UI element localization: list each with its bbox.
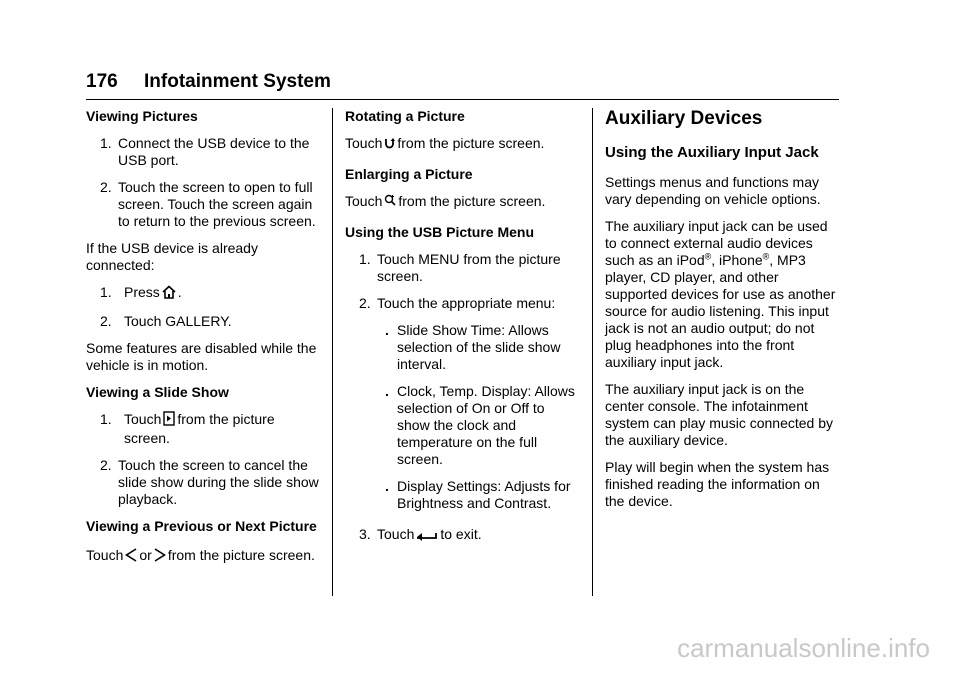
- step-text: to exit.: [440, 526, 482, 542]
- previous-icon: [125, 547, 137, 568]
- list-item: [345, 251, 581, 285]
- paragraph-text: , iPhone: [711, 252, 763, 268]
- paragraph-text: , MP3 player, CD player, and other supported devices for use as another source for audio listening. This input jack is not an audio output; do not plug headphones into the front auxiliary input jack.: [605, 252, 836, 370]
- bullet-item: [345, 383, 581, 468]
- rotating-heading: Rotating a Picture: [345, 108, 465, 124]
- watermark: carmanualsonline.info: [677, 633, 930, 663]
- column-divider: [592, 108, 593, 596]
- step-text: from the picture screen.: [124, 411, 275, 446]
- paragraph: Some features are disabled while the vehicle is in motion.: [86, 340, 317, 373]
- column-left: [86, 108, 322, 578]
- list-item: [86, 179, 322, 230]
- page-header: [86, 71, 839, 100]
- paragraph: [345, 193, 581, 212]
- step-text: Touch: [377, 526, 415, 542]
- paragraph: [605, 218, 841, 371]
- usb-menu-heading: Using the USB Picture Menu: [345, 224, 535, 240]
- bullet-item: [345, 478, 581, 512]
- paragraph-text: Touch: [345, 135, 383, 151]
- step-text: Touch the appropriate menu:: [377, 295, 556, 311]
- list-item: [86, 313, 322, 330]
- bullet-text: Display Settings: Adjusts for Brightness and Contrast.: [397, 478, 571, 511]
- paragraph-text: Touch: [345, 193, 383, 209]
- step-number: 2.: [100, 313, 112, 329]
- slideshow-heading: Viewing a Slide Show: [86, 384, 229, 400]
- step-number: 1.: [100, 284, 112, 300]
- list-item: [86, 411, 322, 447]
- bullet-mark: .: [385, 322, 389, 338]
- rotate-icon: [384, 136, 395, 154]
- step-number: 1.: [359, 251, 371, 267]
- paragraph: The auxiliary input jack is on the center console. The infotainment system can play music connected by the auxiliary device.: [605, 381, 833, 448]
- aux-input-jack-heading: Using the Auxiliary Input Jack: [605, 144, 819, 161]
- paragraph: Play will begin when the system has finished reading the information on the device.: [605, 459, 830, 509]
- step-text: Touch the screen to cancel the slide show during the slide show playback.: [118, 457, 319, 507]
- step-text: Press: [124, 284, 160, 300]
- step-number: 2.: [359, 295, 371, 311]
- list-item: [345, 526, 581, 545]
- slideshow-icon: [163, 411, 175, 430]
- bullet-text: Slide Show Time: Allows selection of the slide show interval.: [397, 322, 561, 372]
- bullet-item: [345, 322, 581, 373]
- step-text: Touch: [124, 411, 162, 427]
- column-right: [605, 108, 841, 520]
- registered-mark: ®: [762, 251, 770, 262]
- paragraph: If the USB device is already connected:: [86, 240, 258, 273]
- zoom-icon: [384, 194, 396, 212]
- step-number: 1.: [100, 135, 112, 151]
- paragraph-text: or: [139, 547, 152, 563]
- registered-mark: ®: [704, 251, 712, 262]
- paragraph: [86, 545, 322, 568]
- paragraph-text: The auxiliary input jack can be used to connect external audio devices such as an iPod: [605, 218, 828, 268]
- column-middle: [345, 108, 581, 555]
- bullet-text: Clock, Temp. Display: Allows selection of On or Off to show the clock and temperature on the full screen.: [397, 383, 575, 467]
- column-divider: [332, 108, 333, 596]
- step-text: Touch GALLERY.: [124, 313, 232, 329]
- home-icon: [162, 285, 176, 303]
- paragraph-text: from the picture screen.: [397, 135, 545, 151]
- step-text: Touch MENU from the picture screen.: [377, 251, 561, 284]
- prev-next-heading: Viewing a Previous or Next Picture: [86, 518, 317, 534]
- step-text: Touch the screen to open to full screen. Touch the screen again to return to the previous screen.: [118, 179, 316, 229]
- next-icon: [154, 547, 166, 568]
- step-text: Connect the USB device to the USB port.: [118, 135, 310, 168]
- step-text: .: [177, 284, 182, 300]
- bullet-mark: .: [385, 478, 389, 494]
- paragraph: Settings menus and functions may vary depending on vehicle options.: [605, 174, 821, 207]
- bullet-mark: .: [385, 383, 389, 399]
- step-number: 2.: [100, 179, 112, 195]
- step-number: 2.: [100, 457, 112, 473]
- auxiliary-devices-title: Auxiliary Devices: [605, 108, 763, 129]
- paragraph-text: from the picture screen.: [167, 547, 315, 563]
- list-item: [86, 284, 322, 303]
- list-item: [86, 457, 322, 508]
- list-item: [345, 295, 581, 312]
- step-number: 3.: [359, 526, 371, 542]
- paragraph-text: Touch: [86, 547, 124, 563]
- list-item: [86, 135, 322, 169]
- page-number: 176: [86, 71, 118, 92]
- back-icon: [416, 528, 438, 545]
- viewing-pictures-heading: Viewing Pictures: [86, 108, 198, 124]
- step-number: 1.: [100, 411, 112, 427]
- paragraph: [345, 135, 581, 154]
- section-title: Infotainment System: [144, 71, 331, 92]
- paragraph-text: from the picture screen.: [398, 193, 546, 209]
- enlarging-heading: Enlarging a Picture: [345, 166, 473, 182]
